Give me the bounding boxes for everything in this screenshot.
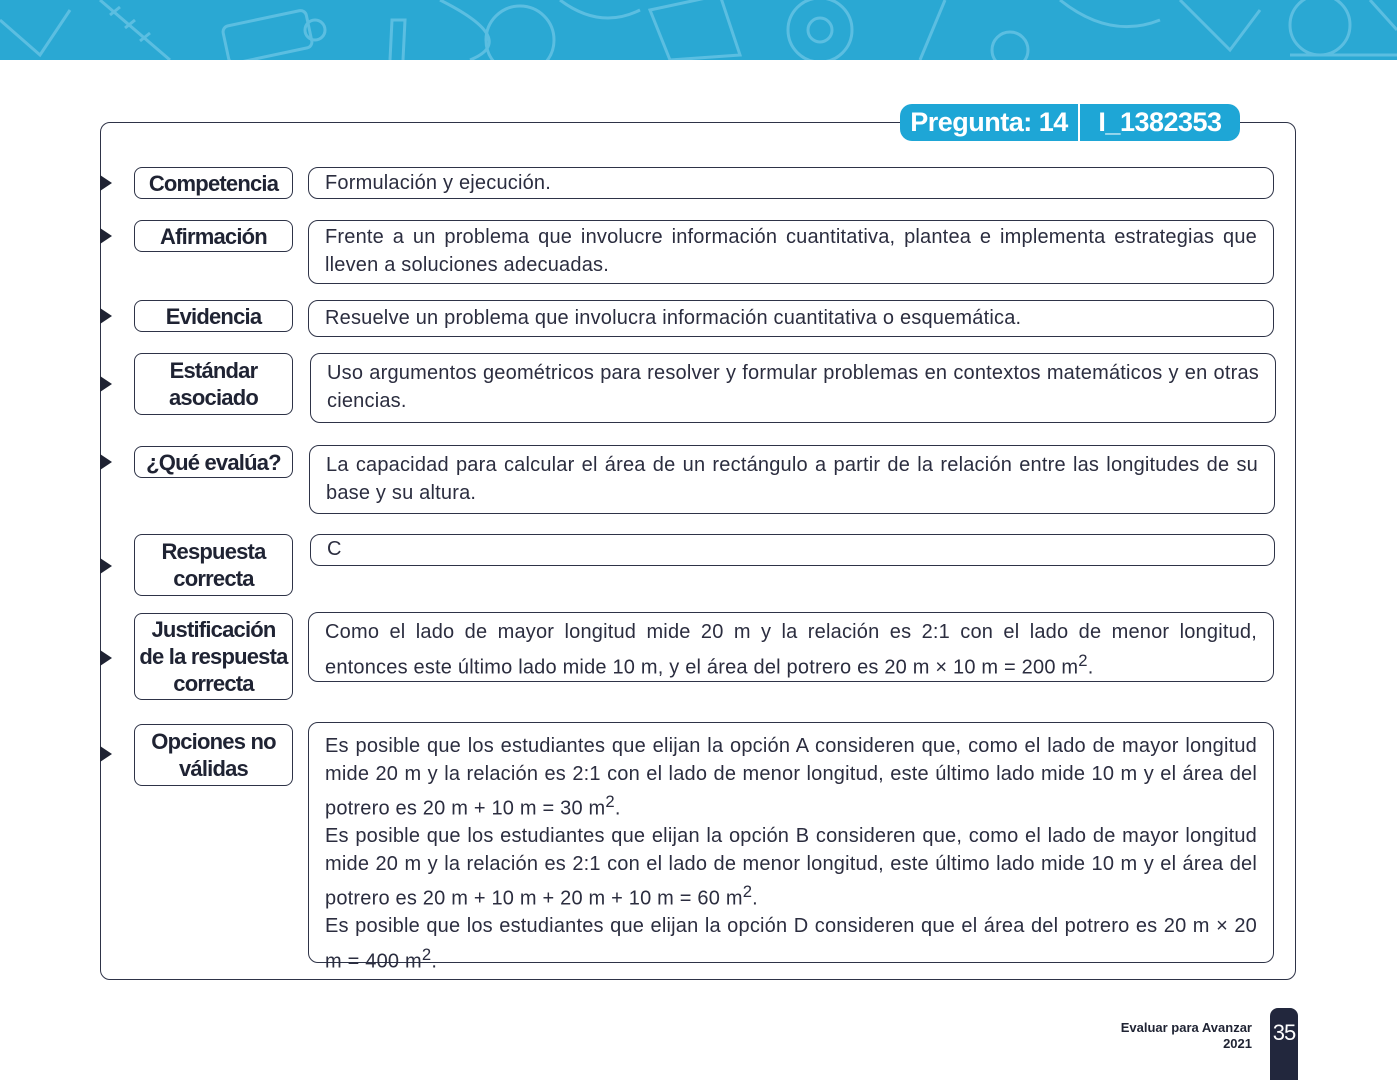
- label-afirmacion: [134, 220, 293, 252]
- content-justificacion: [308, 612, 1274, 682]
- content-text: Resuelve un problema que involucra información cuantitativa o esquemática.: [325, 307, 1022, 329]
- label-text: Opciones no: [151, 729, 276, 754]
- content-que-evalua: [309, 445, 1275, 514]
- superscript: 2: [1078, 650, 1088, 670]
- row-arrow-icon: [100, 454, 112, 470]
- label-text: asociado: [169, 385, 258, 410]
- question-number: Pregunta: 14: [910, 107, 1068, 137]
- label-estandar-asociado: [134, 353, 293, 415]
- page-number: 35: [1270, 1008, 1298, 1080]
- content-text: Frente a un problema que involucre información cuantitativa, plantea e implementa estrategias que lleven a soluciones adecuadas.: [325, 226, 1257, 276]
- label-text: Evidencia: [165, 303, 262, 329]
- label-que-evalua: [134, 446, 293, 478]
- content-respuesta-correcta: [310, 534, 1275, 566]
- label-competencia: [134, 167, 293, 199]
- footer-year: 2021: [1223, 1036, 1252, 1051]
- row-arrow-icon: [100, 308, 112, 324]
- content-competencia: [308, 167, 1274, 199]
- label-text: correcta: [173, 566, 254, 591]
- footer-title: Evaluar para Avanzar: [1120, 1020, 1252, 1035]
- school-doodles-pattern: [0, 0, 1397, 60]
- content-evidencia: [308, 300, 1274, 337]
- row-arrow-icon: [100, 376, 112, 392]
- option-b-explanation: Es posible que los estudiantes que elijan la opción B consideren que, como el lado de mayor longitud mide 20 m y la relación es 2:1 con el lado de menor longitud, este último lado mide 10 m y el área del potrero es 20 m + 10 m + 20 m + 10 m = 60 $m^2$.: [325, 825, 1257, 910]
- label-text: Afirmación: [160, 223, 267, 249]
- label-text: Competencia: [148, 170, 279, 196]
- label-text: ¿Qué evalúa?: [146, 449, 281, 475]
- question-tag: [900, 104, 1240, 141]
- label-text: correcta: [173, 671, 254, 696]
- option-a-explanation: Es posible que los estudiantes que elijan la opción A consideren que, como el lado de mayor longitud mide 20 m y la relación es 2:1 con el lado de menor longitud, este último lado mide 10 m y el área del potrero es 20 m + 10 m = 30 $m^2$.: [325, 735, 1257, 820]
- row-arrow-icon: [100, 175, 112, 191]
- row-arrow-icon: [100, 228, 112, 244]
- content-text: Como el lado de mayor longitud mide 20 m y la relación es 2:1 con el lado de menor longitud, entonces este último lado mide 10 m, y el área del potrero es 20 m × 10 m = 200 $m^2$.: [325, 621, 1257, 679]
- header-banner: [0, 0, 1397, 60]
- label-text: de la respuesta: [139, 644, 288, 669]
- option-d-explanation: Es posible que los estudiantes que elijan la opción D consideren que el área del potrero es 20 m × 20 m = 400 $m^2$.: [325, 915, 1257, 973]
- label-respuesta-correcta: [134, 534, 293, 596]
- label-text: Estándar: [169, 358, 258, 383]
- label-opciones-no-validas: [134, 724, 293, 786]
- row-arrow-icon: [100, 650, 112, 666]
- content-text: Formulación y ejecución.: [325, 172, 552, 194]
- footer-brand: [1100, 1020, 1252, 1052]
- label-evidencia: [134, 300, 293, 332]
- content-text: La capacidad para calcular el área de un rectángulo a partir de la relación entre las longitudes de su base y su altura.: [326, 454, 1258, 504]
- content-afirmacion: [308, 220, 1274, 284]
- label-text: válidas: [178, 756, 248, 781]
- item-code: I_1382353: [1098, 107, 1222, 137]
- label-justificacion: [134, 613, 293, 700]
- content-text: Uso argumentos geométricos para resolver y formular problemas en contextos matemáticos y en otras ciencias.: [327, 362, 1259, 412]
- row-arrow-icon: [100, 746, 112, 762]
- content-opciones-no-validas: [308, 722, 1274, 973]
- label-text: Respuesta: [161, 539, 266, 564]
- label-text: Justificación: [151, 617, 276, 642]
- content-estandar-asociado: [310, 353, 1276, 423]
- correct-answer: C: [327, 538, 342, 560]
- row-arrow-icon: [100, 558, 112, 574]
